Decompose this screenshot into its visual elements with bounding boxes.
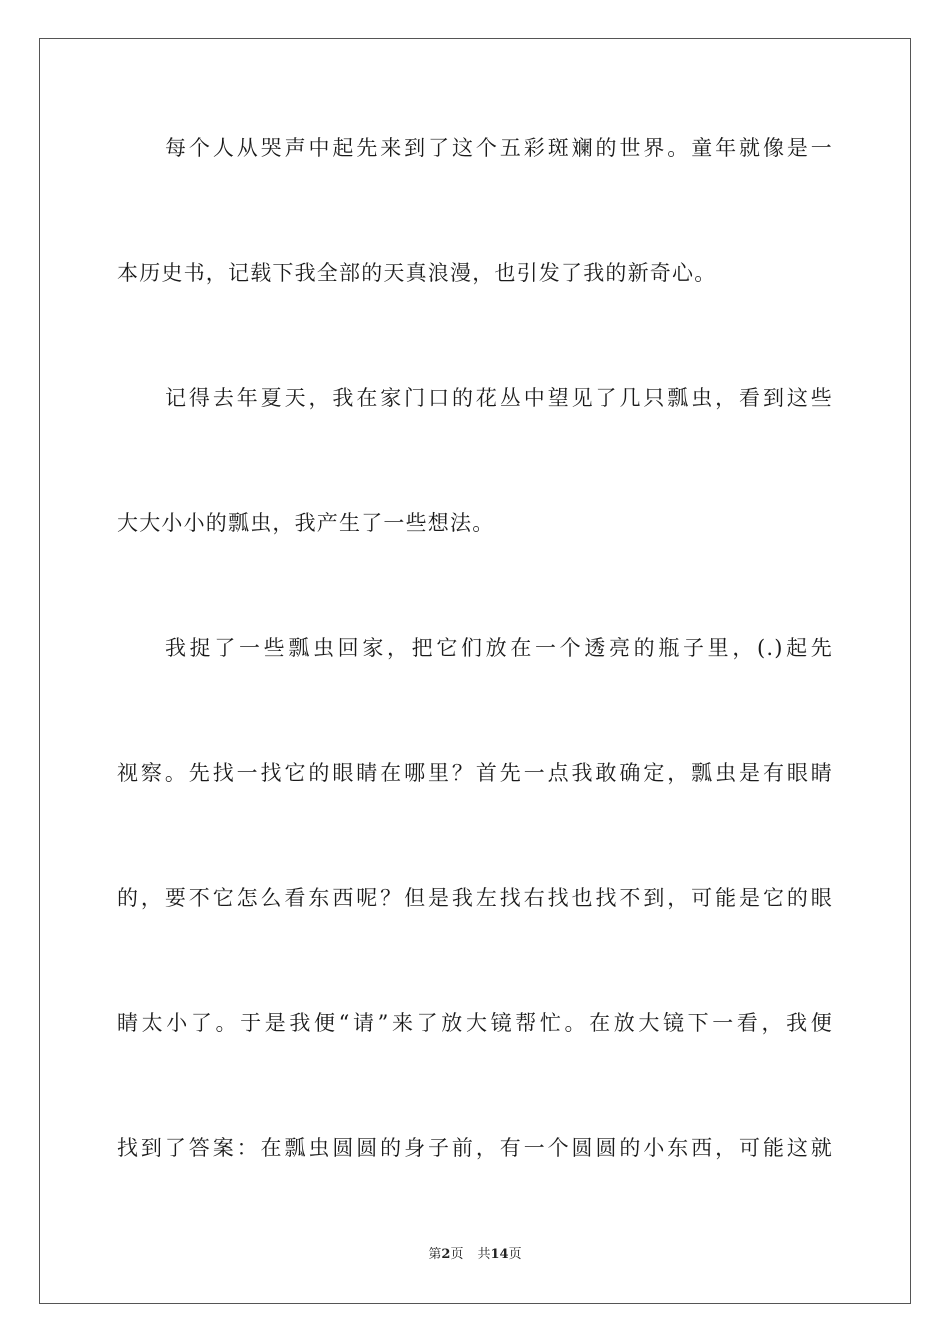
paragraph-2-line-1: 记得去年夏天，我在家门口的花丛中望见了几只瓢虫，看到这些 xyxy=(165,386,833,410)
total-pages: 14 xyxy=(490,1247,509,1262)
paragraph-2-line-2: 大大小小的瓢虫，我产生了一些想法。 xyxy=(117,511,495,535)
paragraph-3-line-2: 视察。先找一找它的眼睛在哪里？首先一点我敢确定，瓢虫是有眼睛 xyxy=(117,761,833,785)
total-prefix: 共 xyxy=(477,1247,491,1262)
paragraph-3-line-5: 找到了答案：在瓢虫圆圆的身子前，有一个圆圆的小东西，可能这就 xyxy=(117,1136,833,1160)
paragraph-1-line-2: 本历史书，记载下我全部的天真浪漫，也引发了我的新奇心。 xyxy=(117,261,717,285)
paragraph-3-line-3: 的，要不它怎么看东西呢？但是我左找右找也找不到，可能是它的眼 xyxy=(117,886,833,910)
paragraph-1-line-1: 每个人从哭声中起先来到了这个五彩斑斓的世界。童年就像是一 xyxy=(165,136,833,160)
total-suffix: 页 xyxy=(508,1247,522,1262)
paragraph-3-line-4: 睛太小了。于是我便“请”来了放大镜帮忙。在放大镜下一看，我便 xyxy=(117,1011,833,1035)
page-number: 2 xyxy=(441,1247,451,1262)
page-border xyxy=(39,38,911,1304)
page-prefix: 第 xyxy=(428,1247,442,1262)
page-suffix: 页 xyxy=(450,1247,464,1262)
paragraph-3-line-1: 我捉了一些瓢虫回家，把它们放在一个透亮的瓶子里，(.)起先 xyxy=(165,636,833,660)
page-footer xyxy=(0,1246,950,1264)
